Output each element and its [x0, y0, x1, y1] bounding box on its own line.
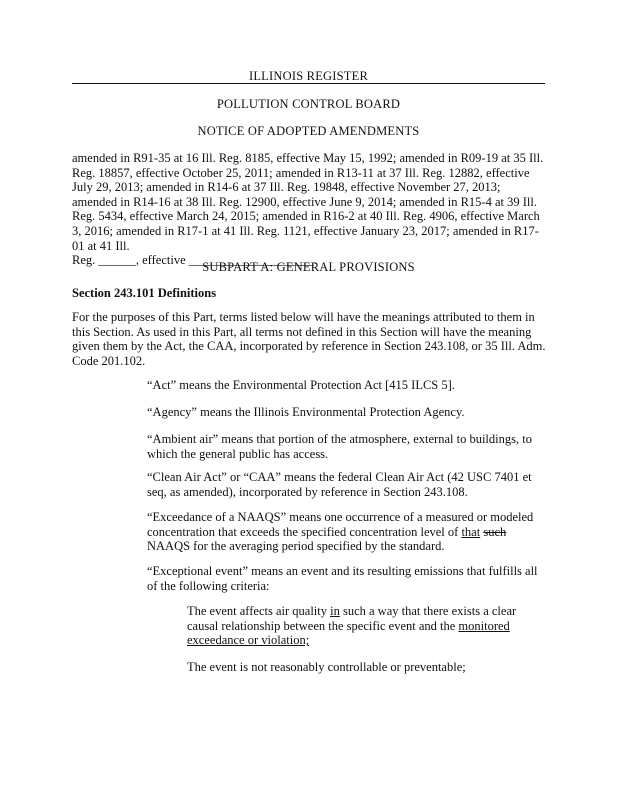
criterion-2: The event is not reasonably controllable or preventable;	[187, 660, 466, 674]
subpart-heading: SUBPART A: GENERAL PROVISIONS	[202, 260, 415, 274]
definition-agency: “Agency” means the Illinois Environmental Protection Agency.	[147, 405, 465, 419]
notice-title: NOTICE OF ADOPTED AMENDMENTS	[197, 124, 420, 138]
criterion-1-inserted-monitored: monitored exceedance or violation;	[187, 618, 510, 648]
amendment-history-text: amended in R91-35 at 16 Ill. Reg. 8185, effective May 15, 1992; amended in R09-19 at 35 Ill. Reg. 18857, effective October 25, 2011; amended in R13-11 at 37 Ill. Reg. 12882, effective July 29, 2013; amended in R14-6 at 37 Ill. Reg. 19848, effective November 27, 2013; amended in R14-16 at 38 Ill. Reg. 12900, effective June 9, 2014; amended in R15-4 at 39 Ill. Reg. 5434, effective March 24, 2015; amended in R16-2 at 40 Ill. Reg. 4906, effective March 3, 2016; amended in R17-1 at 41 Ill. Reg. 1121, effective January 23, 2017; amended in R17-01 at 41 Ill.	[72, 151, 544, 253]
struck-text: such	[483, 524, 507, 539]
amendment-history-last-line: Reg. ______, effective ____________________.	[72, 253, 317, 268]
definition-exceptional-event: “Exceptional event” means an event and its resulting emissions that fulfills all of the following criteria:	[147, 564, 538, 593]
exceedance-text-start: “Exceedance of a NAAQS” means one occurrence of a measured or modeled concentration that exceeds the specified concentration level of	[147, 510, 534, 539]
amendment-history	[72, 151, 546, 268]
criterion-1	[187, 604, 547, 648]
intro-paragraph: For the purposes of this Part, terms listed below will have the meanings attributed to them in this Section. As used in this Part, all terms not defined in this Section will have the meaning given them by the Act, the CAA, incorporated by reference in Section 243.108, or 35 Ill. Adm. Code 201.102.	[72, 310, 546, 368]
agency-title: POLLUTION CONTROL BOARD	[216, 97, 401, 111]
register-title: ILLINOIS REGISTER	[248, 69, 368, 83]
definition-clean-air-act: “Clean Air Act” or “CAA” means the federal Clean Air Act (42 USC 7401 et seq, as amended), incorporated by reference in Section 243.108.	[147, 470, 532, 499]
criterion-1-text-a: The event affects air quality	[187, 604, 331, 618]
exceedance-text-end: NAAQS for the averaging period specified by the standard.	[147, 539, 445, 554]
criterion-1-inserted-in: in	[330, 604, 340, 618]
section-heading: Section 243.101 Definitions	[72, 286, 217, 300]
inserted-text: that	[461, 524, 481, 539]
definition-act: “Act” means the Environmental Protection Act [415 ILCS 5].	[147, 378, 455, 392]
definition-exceedance	[147, 510, 545, 554]
definition-ambient-air: “Ambient air” means that portion of the atmosphere, external to buildings, to which the general public has access.	[147, 432, 532, 461]
criterion-1-text-b: such a way that there exists a clear causal relationship between the specific event and the	[187, 604, 517, 633]
